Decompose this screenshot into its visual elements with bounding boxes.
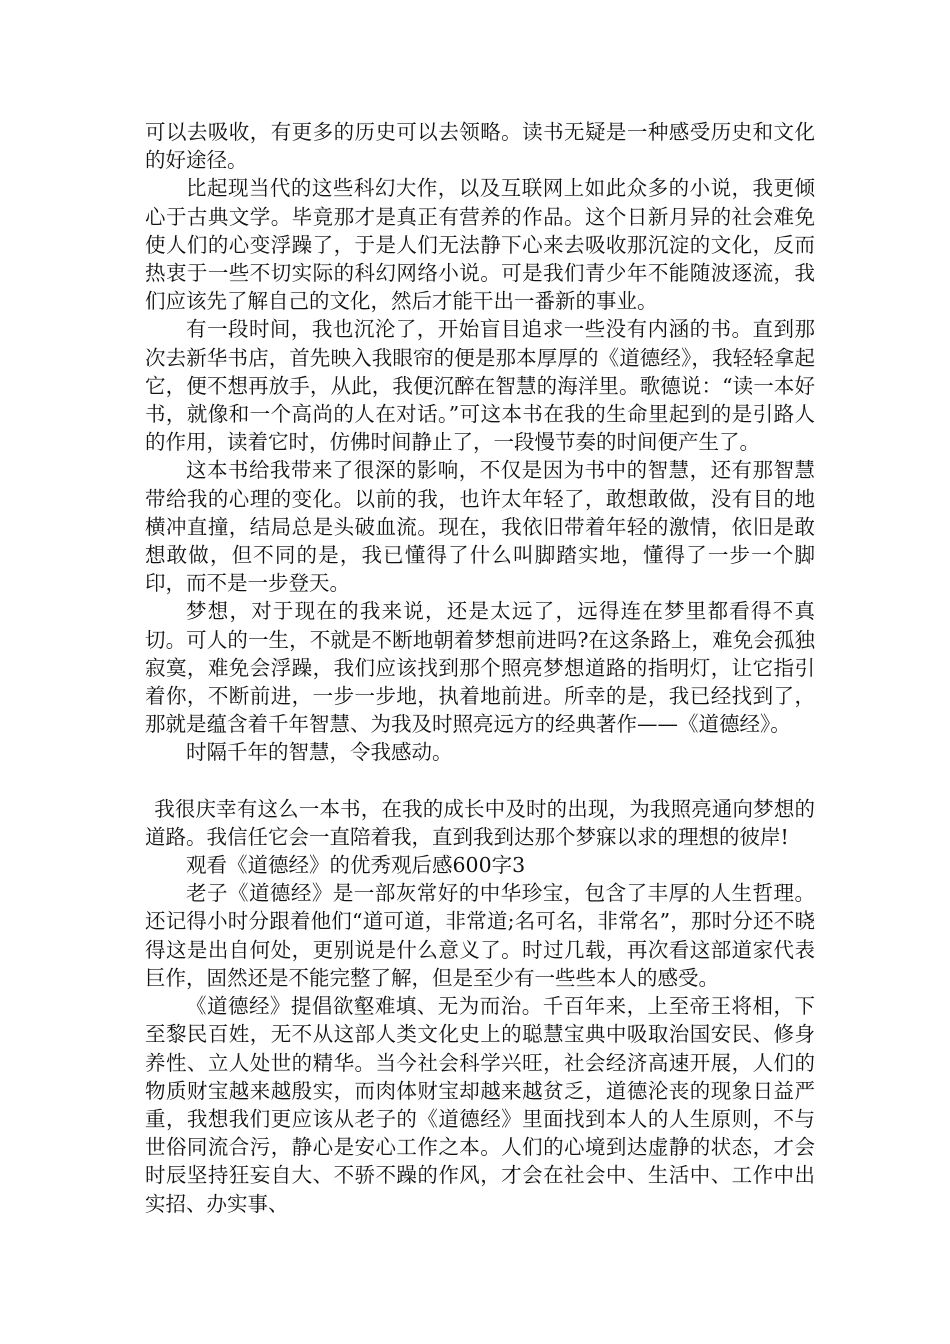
blank-line — [145, 767, 815, 795]
paragraph-classical-literature: 比起现当代的这些科幻大作，以及互联网上如此众多的小说，我更倾心于古典文学。毕竟那才是真正有营养的作品。这个日新月异的社会难免使人们的心变浮躁了，于是人们无法静下心来去吸收那沉淀的文化，反而热衷于一些不切实际的科幻网络小说。可是我们青少年不能随波逐流，我们应该先了解自己的文化，然后才能干出一番新的事业。 — [145, 176, 815, 314]
paragraph-discovering-book: 有一段时间，我也沉沦了，开始盲目追求一些没有内涵的书。直到那次去新华书店，首先映入我眼帘的便是那本厚厚的《道德经》，我轻轻拿起它，便不想再放手，从此，我便沉醉在智慧的海洋里。歌德说：“读一本好书，就像和一个高尚的人在对话。”可这本书在我的生命里起到的是引路人的作用，读着它时，仿佛时间静止了，一段慢节奏的时间便产生了。 — [145, 317, 815, 455]
paragraph-gratitude: 我很庆幸有这么一本书，在我的成长中及时的出现，为我照亮通向梦想的道路。我信任它会一直陪着我，直到我到达那个梦寐以求的理想的彼岸! — [145, 796, 815, 849]
paragraph-continuation: 可以去吸收，有更多的历史可以去领略。读书无疑是一种感受历史和文化的好途径。 — [145, 120, 815, 173]
paragraph-influence: 这本书给我带来了很深的影响，不仅是因为书中的智慧，还有那智慧带给我的心理的变化。以前的我，也许太年轻了，敢想敢做，没有目的地横冲直撞，结局总是头破血流。现在，我依旧带着年轻的激情，依旧是敢想敢做，但不同的是，我已懂得了什么叫脚踏实地，懂得了一步一个脚印，而不是一步登天。 — [145, 458, 815, 596]
paragraph-moved: 时隔千年的智慧，令我感动。 — [186, 740, 453, 765]
document-body — [145, 118, 815, 1218]
paragraph-dreams: 梦想，对于现在的我来说，还是太远了，远得连在梦里都看得不真切。可人的一生，不就是不断地朝着梦想前进吗?在这条路上，难免会孤独寂寞，难免会浮躁，我们应该找到那个照亮梦想道路的指明灯，让它指引着你，不断前进，一步一步地，执着地前进。所幸的是，我已经找到了，那就是蕴含着千年智慧、为我及时照亮远方的经典著作——《道德经》。 — [145, 599, 815, 737]
section-heading: 观看《道德经》的优秀观后感600字3 — [186, 853, 526, 878]
paragraph-laozi-intro: 老子《道德经》是一部灰常好的中华珍宝，包含了丰厚的人生哲理。还记得小时分跟着他们“道可道，非常道;名可名，非常名”，那时分还不晓得这是出自何处，更别说是什么意义了。时过几载，再次看这部道家代表巨作，固然还是不能完整了解，但是至少有一些些本人的感受。 — [145, 881, 815, 990]
paragraph-daodejing-advocacy: 《道德经》提倡欲壑难填、无为而治。千百年来，上至帝王将相，下至黎民百姓，无不从这部人类文化史上的聪慧宝典中吸取治国安民、修身养性、立人处世的精华。当今社会科学兴旺，社会经济高速开展，人们的物质财宝越来越殷实，而肉体财宝却越来越贫乏，道德沦丧的现象日益严重，我想我们更应该从老子的《道德经》里面找到本人的人生原则，不与世俗同流合污，静心是安心工作之本。人们的心境到达虚静的状态，才会时辰坚持狂妄自大、不骄不躁的作风，才会在社会中、生活中、工作中出实招、办实事、 — [145, 994, 815, 1216]
